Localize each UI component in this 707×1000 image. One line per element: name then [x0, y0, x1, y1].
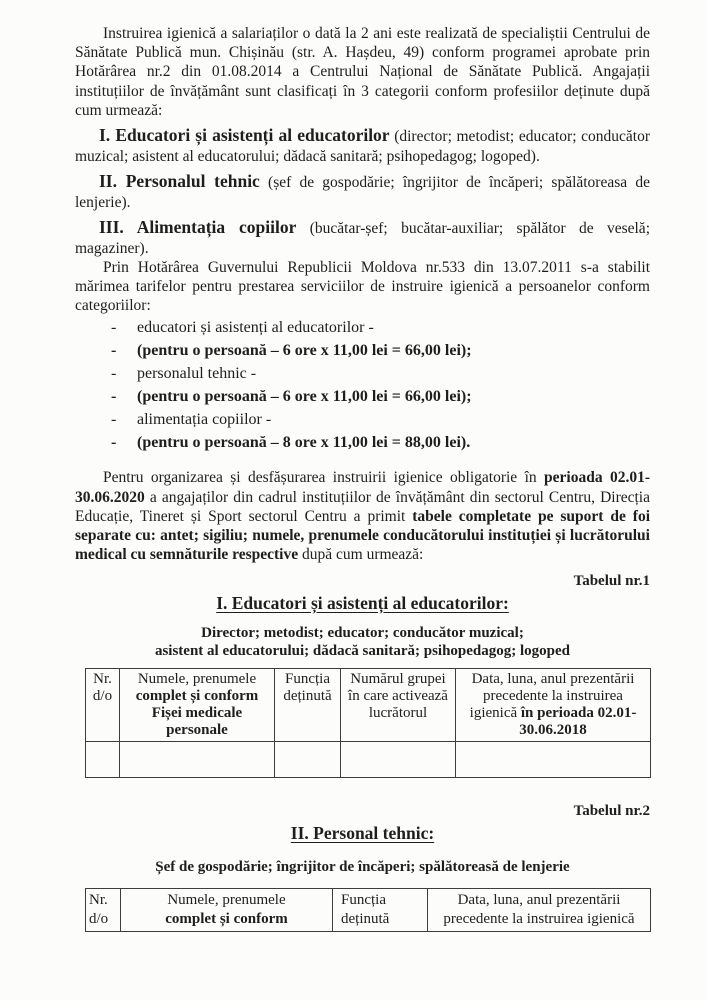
- table1-header-nr: [86, 669, 120, 741]
- category-1: [75, 125, 650, 166]
- table1-subheading-line1: Director; metodist; educator; conducător muzical;: [201, 624, 524, 641]
- organisation-tables-bold: tabele completate pe suport de foi separate cu: antet; sigiliu; numele, prenumele conducătorului instituției și lucrătorului medical cu semnăturile respective: [75, 507, 651, 564]
- table2-technical-staff: [85, 888, 651, 932]
- tariff-item-text: (pentru o persoană – 8 ore x 11,00 lei = 88,00 lei).: [137, 433, 471, 451]
- table2-header-name: [121, 889, 333, 932]
- organisation-seg3: a angajaților din cadrul instituțiilor de învățământ din sectorul Centru, Direcția Educație, Tineret și Sport sectorul Centru a primit: [75, 488, 650, 525]
- header-name-bold: complet și conform Fișei medicale personale: [135, 688, 259, 738]
- tariff-item-text: alimentația copiilor -: [137, 410, 272, 428]
- organisation-period-bold: perioada 02.01-30.06.2020: [75, 469, 650, 506]
- empty-cell: [456, 741, 651, 777]
- tariff-list: [111, 318, 650, 452]
- list-dash-marker: -: [111, 342, 117, 360]
- organisation-paragraph: [75, 468, 650, 564]
- list-dash-marker: -: [111, 410, 117, 428]
- table1-heading: I. Educatori și asistenți al educatorilor:: [216, 593, 509, 614]
- header-name-normal: Numele, prenumele: [137, 671, 257, 688]
- header-nr-line2: d/o: [92, 688, 113, 705]
- empty-cell: [86, 741, 120, 777]
- table1-header-row: [86, 669, 651, 741]
- category-2: [75, 171, 650, 212]
- table2-header-row: [86, 889, 651, 932]
- table1-subheading-line2: asistent al educatorului; dădacă sanitară; psihopedagog; logoped: [154, 643, 571, 660]
- intro-paragraph: Instruirea igienică a salariaților o dată la 2 ani este realizată de specialiștii Centrului de Sănătate Publică mun. Chișinău (str. A. Hașdeu, 49) conform programei aprobate prin Hotărârea nr.2 din 01.08.2014 a Centrului Național de Sănătate Publică. Angajații instituțiilor de învățământ sunt clasificați în 3 categorii conform profesiilor deținute după cum urmează:: [75, 25, 650, 119]
- table1-subheading: [75, 624, 650, 661]
- table1-empty-row: [86, 741, 651, 777]
- list-dash-marker: -: [111, 387, 117, 405]
- empty-cell: [120, 741, 275, 777]
- header-date-normal: Data, luna, anul prezentării precedente la instruirea igienică: [469, 671, 635, 721]
- empty-cell: [275, 741, 341, 777]
- table1-header-name: [120, 669, 275, 741]
- tariff-item-text: (pentru o persoană – 6 ore x 11,00 lei = 66,00 lei);: [137, 387, 472, 405]
- list-dash-marker: -: [111, 433, 117, 451]
- tariff-item: [111, 318, 650, 338]
- category-3: [75, 217, 650, 258]
- header-nr-line1: Nr.: [89, 892, 108, 909]
- table1-header-function: Funcția deținută: [275, 669, 341, 741]
- list-dash-marker: -: [111, 365, 117, 383]
- header-date-bold: în perioada 02.01-30.06.2018: [519, 705, 637, 738]
- tariff-item-text: personalul tehnic -: [137, 365, 257, 383]
- tariff-item: [111, 410, 650, 430]
- category-3-detail: (bucătar-șef; bucătar-auxiliar; spălător de veselă; magaziner).: [75, 219, 650, 257]
- header-function-line1: Funcția: [341, 892, 386, 909]
- category-3-title: III. Alimentația copiilor: [99, 216, 297, 237]
- header-name-normal: Numele, prenumele: [167, 892, 286, 909]
- organisation-seg5: după cum urmează:: [298, 546, 424, 564]
- category-1-title: I. Educatori și asistenți al educatorilor: [99, 125, 390, 146]
- tariff-item: [111, 364, 650, 384]
- category-2-title: II. Personalul tehnic: [99, 171, 260, 191]
- tariff-item-text: (pentru o persoană – 6 ore x 11,00 lei = 66,00 lei);: [137, 342, 472, 360]
- list-dash-marker: -: [111, 319, 117, 337]
- tariff-item: [111, 433, 650, 453]
- table1-label: Tabelul nr.1: [573, 572, 650, 589]
- table1-header-group: Numărul grupei în care activează lucrătorul: [341, 669, 456, 741]
- empty-cell: [341, 741, 456, 777]
- table2-heading: II. Personal tehnic:: [290, 823, 435, 844]
- tariff-item-text: educatori și asistenți al educatorilor -: [137, 319, 374, 337]
- table2-subheading: Șef de gospodărie; îngrijitor de încăperi; spălătoreasă de lenjerie: [155, 858, 570, 875]
- organisation-seg1: Pentru organizarea și desfășurarea instruirii igienice obligatorie în: [103, 469, 545, 487]
- table2-header-function: [333, 889, 428, 932]
- table1-header-date: [456, 669, 651, 741]
- category-1-detail: (director; metodist; educator; conducător muzical; asistent al educatorului; dădacă sanitară; psihopedagog; logoped).: [75, 128, 650, 165]
- table2-header-nr: [86, 889, 121, 932]
- header-name-bold: complet și conform: [165, 910, 288, 927]
- tariff-item: [111, 387, 650, 407]
- category-2-detail: (șef de gospodărie; îngrijitor de încăperi; spălătoreasa de lenjerie).: [75, 174, 650, 211]
- header-nr-line1: Nr.: [93, 671, 112, 688]
- tariff-paragraph: Prin Hotărârea Guvernului Republicii Moldova nr.533 din 13.07.2011 s-a stabilit mărimea tarifelor pentru prestarea serviciilor de instruire igienică a persoanelor conform categoriilor:: [75, 258, 650, 315]
- table2-header-date: Data, luna, anul prezentării precedente la instruirea igienică: [428, 889, 651, 932]
- header-function-line2: deținută: [341, 910, 390, 927]
- tariff-item: [111, 341, 650, 361]
- table2-label: Tabelul nr.2: [573, 802, 650, 819]
- header-nr-line2: d/o: [89, 910, 109, 927]
- table1-educators: [85, 668, 651, 777]
